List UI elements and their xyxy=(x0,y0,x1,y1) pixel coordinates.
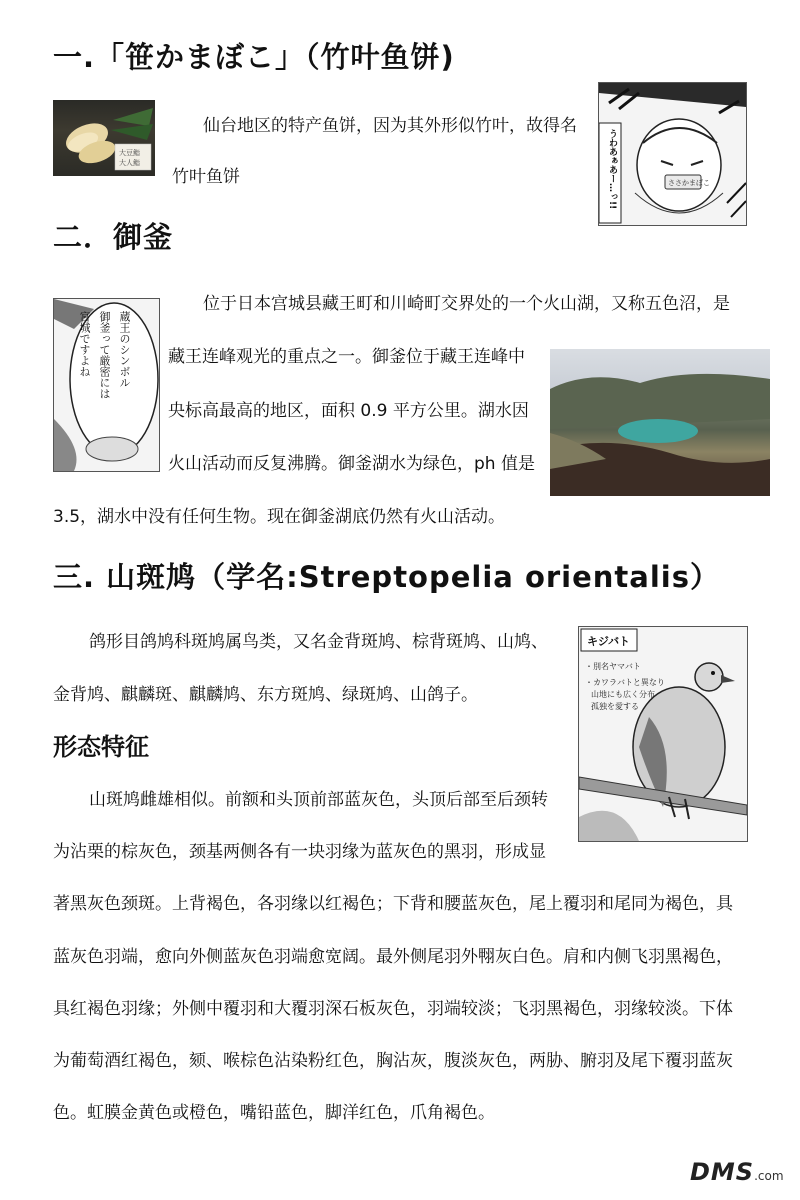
section3-p2-line3: 著黑灰色颈斑。上背褐色，各羽缘以红褐色；下背和腰蓝灰色，尾上覆羽和尾同为褐色，具 xyxy=(53,894,733,914)
section2-text-line3: 央标高最高的地区，面积 0.9 平方公里。湖水因 xyxy=(168,401,529,421)
watermark-domain: .com xyxy=(754,1169,784,1183)
section2-text-line2: 藏王连峰观光的重点之一。御釜位于藏王连峰中 xyxy=(168,347,525,367)
lake-illustration xyxy=(550,349,770,496)
section3-p2-line2: 为沾栗的棕灰色，颈基两侧各有一块羽缘为蓝灰色的黑羽，形成显 xyxy=(53,842,546,862)
manga-panel-okama xyxy=(53,298,160,472)
section3-heading: 三. 山斑鸠（学名:Streptopelia orientalis） xyxy=(53,560,721,594)
section2-text-line4: 火山活动而反复沸腾。御釜湖水为绿色，ph 值是 xyxy=(168,454,535,474)
dove-note-4: 孤独を愛する xyxy=(591,702,639,711)
section3-p1-line1: 鸽形目鸽鸠科斑鸠属鸟类，又名金背斑鸠、棕背斑鸠、山鸠、 xyxy=(89,632,548,652)
site-watermark xyxy=(690,1158,784,1186)
manga-tag-text: ささかまぼこ xyxy=(668,179,710,187)
section3-p1-line2: 金背鸠、麒麟斑、麒麟鸠、东方斑鸠、绿斑鸠、山鸽子。 xyxy=(53,685,478,705)
morphology-subheading: 形态特征 xyxy=(53,733,149,761)
manga-panel-fishcake xyxy=(598,82,747,226)
section2-heading: 二．御釜 xyxy=(53,220,174,254)
section3-p2-line6: 为葡萄酒红褐色，颏、喉棕色沾染粉红色，胸沾灰，腹淡灰色，两胁、腑羽及尾下覆羽蓝灰 xyxy=(53,1051,733,1071)
watermark-brand: DMS xyxy=(690,1158,755,1186)
dove-note-3: 山地にも広く分布 xyxy=(591,690,655,699)
section3-p2-line1: 山斑鸠雌雄相似。前额和头顶前部蓝灰色，头顶后部至后颈转 xyxy=(89,790,548,810)
bubble-line-1: 蔵王のシンボル xyxy=(118,311,131,388)
dove-note-1: ・別名ヤマバト xyxy=(585,662,641,671)
dove-illustration xyxy=(579,627,747,841)
bubble-line-3: 宮城ですよね xyxy=(78,311,91,377)
fishcake-photo xyxy=(53,100,155,176)
dove-title: キジバト xyxy=(587,635,630,648)
manga-shout-text: うわあぁあー…っ!! xyxy=(607,129,617,210)
section3-p2-line5: 具红褐色羽缘；外侧中覆羽和大覆羽深石板灰色，羽端较淡；飞羽黑褐色，羽缘较淡。下体 xyxy=(53,999,733,1019)
dove-note-2: ・カワラバトと異なり xyxy=(585,678,665,687)
manga-panel-dove xyxy=(578,626,748,842)
section3-p2-line7: 色。虹膜金黄色或橙色，嘴铅蓝色，脚洋红色，爪角褐色。 xyxy=(53,1103,495,1123)
section2-text-line1: 位于日本宫城县藏王町和川崎町交界处的一个火山湖，又称五色沼，是 xyxy=(203,294,730,314)
okama-lake-photo xyxy=(550,349,770,496)
manga-girl-illustration xyxy=(599,83,746,225)
fishcake-label-1: 大豆鮨 xyxy=(119,149,140,157)
section1-text-line1: 仙台地区的特产鱼饼，因为其外形似竹叶，故得名 xyxy=(203,116,577,136)
bubble-line-2: 御釜って厳密には xyxy=(98,311,111,399)
section3-p2-line4: 蓝灰色羽端，愈向外侧蓝灰色羽端愈宽阔。最外侧尾羽外翈灰白色。肩和内侧飞羽黑褐色， xyxy=(53,947,733,967)
section2-text-line5: 3.5，湖水中没有任何生物。现在御釜湖底仍然有火山活动。 xyxy=(53,507,506,527)
fishcake-label-2: 大人鮨 xyxy=(119,159,140,167)
section1-text-line2: 竹叶鱼饼 xyxy=(172,167,240,187)
section1-heading: 一.「笹かまぼこ」（竹叶鱼饼) xyxy=(53,40,455,74)
